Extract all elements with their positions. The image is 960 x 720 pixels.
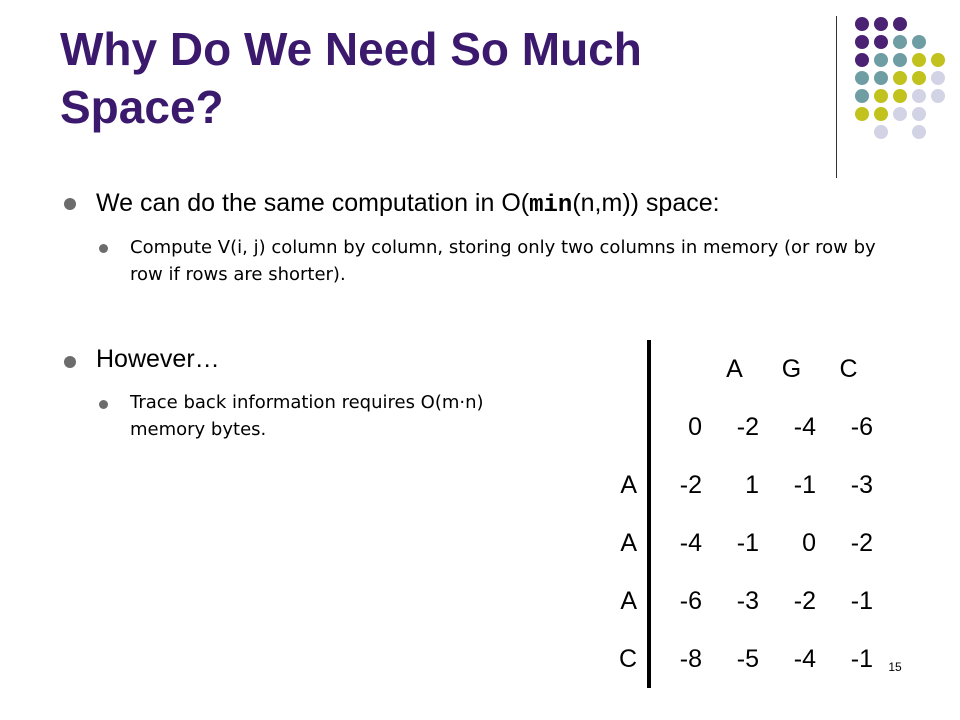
bullet-text-pre: We can do the same computation in O( (96, 189, 530, 217)
sub-bullet-dot-icon (99, 244, 108, 253)
table-cell: -1 (736, 528, 759, 557)
table-cell: 1 (745, 470, 759, 499)
table-header-cell (649, 340, 706, 398)
sub-bullet-dot-icon (99, 400, 108, 409)
row-label: A (594, 572, 649, 630)
table-cell: -1 (850, 586, 873, 615)
bullet-text (96, 188, 916, 221)
table-cell: 0 (802, 528, 816, 557)
table-header-cell: G (781, 354, 802, 383)
table-cell: -6 (850, 412, 873, 441)
row-label: C (594, 630, 649, 688)
table-cell: 0 (688, 412, 702, 441)
table-cell: -3 (736, 586, 759, 615)
table-cell: -4 (793, 644, 816, 673)
row-label: A (594, 456, 649, 514)
table-cell: -6 (679, 586, 702, 615)
table-row (594, 630, 877, 688)
table-row (594, 398, 877, 456)
bullet-text: However… (96, 345, 220, 373)
table-header-cell: A (726, 354, 743, 383)
table-cell: -3 (850, 470, 873, 499)
table-row (594, 514, 877, 572)
code-min: min (529, 192, 573, 219)
decorative-divider (836, 16, 837, 178)
sub-bullet-text: Compute V(i, j) column by column, storing only two columns in memory (or row by row if rows are shorter). (130, 237, 876, 285)
table-cell: -2 (793, 586, 816, 615)
table-cell: -2 (679, 470, 702, 499)
table-cell: -5 (736, 644, 759, 673)
table-cell: -4 (679, 528, 702, 557)
bullet-text-post: (n,m)) space: (572, 189, 720, 217)
slide-title: Why Do We Need So Much Space? (60, 23, 642, 133)
table-cell: -1 (793, 470, 816, 499)
bullet-dot-icon (64, 356, 76, 368)
row-label: A (594, 514, 649, 572)
table-cell: -4 (793, 412, 816, 441)
table-cell: -2 (736, 412, 759, 441)
table-header-row (594, 340, 877, 398)
table-row (594, 572, 877, 630)
page-number: 15 (888, 660, 902, 674)
sub-bullet-text: Trace back information requires O(m·n) memory bytes. (130, 392, 484, 440)
table-row (594, 456, 877, 514)
row-label (594, 398, 649, 456)
table-cell: -8 (679, 644, 702, 673)
table-header-cell (594, 340, 649, 398)
table-cell: -2 (850, 528, 873, 557)
table-cell: -1 (850, 644, 873, 673)
alignment-score-table (594, 340, 879, 688)
bullet-dot-icon (64, 198, 76, 210)
table-header-cell: C (839, 354, 858, 383)
